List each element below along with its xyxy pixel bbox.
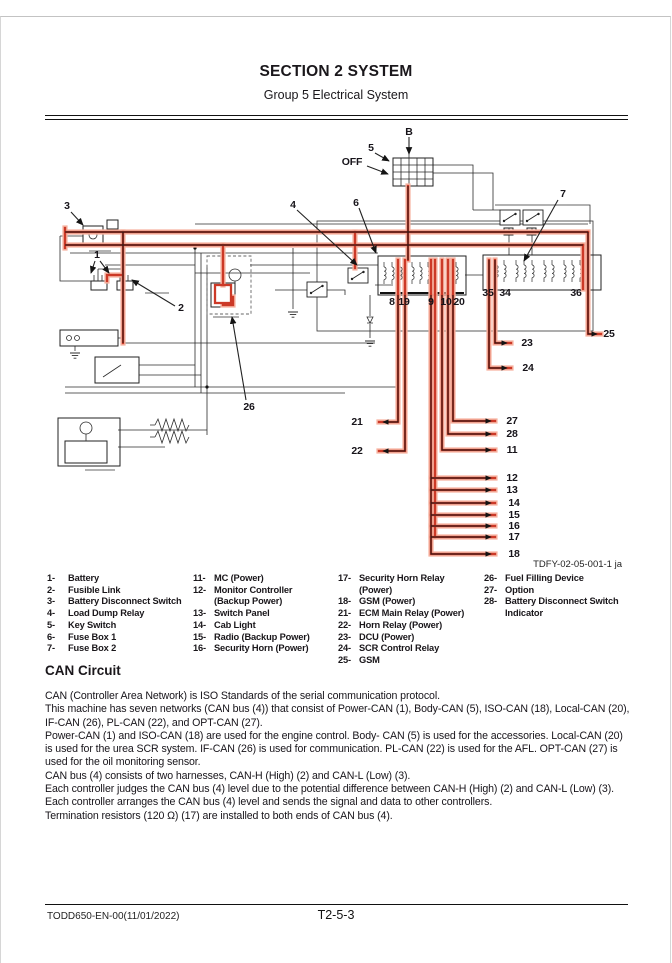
callout-25: 25 [603,328,615,340]
legend-item-number: 16- [193,643,206,654]
legend-item-3 [45,596,191,608]
legend-item-21 [336,608,482,620]
legend-item-label: Radio (Backup Power) [214,631,310,642]
legend-item-label: Battery [68,573,99,583]
legend-item-label: GSM [359,654,380,665]
legend-item-1 [45,573,191,585]
legend-item-label: Fusible Link [68,584,121,595]
legend-item-number: 17- [338,573,351,583]
legend-item-label: Fuse Box 1 [68,631,117,642]
key-switch [393,158,433,186]
legend-item-label: Cab Light [214,619,256,630]
legend-item-label: Monitor Controller (Backup Power) [214,584,293,607]
legend-item-label: Battery Disconnect Switch [68,596,182,607]
legend-item-5 [45,620,191,632]
legend-item-number: 12- [193,584,206,595]
body-paragraph: CAN (Controller Area Network) is ISO Standards of the serial communication protocol. [45,690,440,702]
legend-item-label: Load Dump Relay [68,608,145,619]
callout-12: 12 [506,472,518,484]
legend-item-number: 7- [47,643,55,654]
legend-item-27 [482,585,628,597]
legend-item-12 [191,585,336,608]
wiring-diagram [45,125,630,570]
callout-10: 10 [440,296,452,308]
body-paragraph: This machine has seven networks (CAN bus (4)) that consist of Power-CAN (1), Body-CAN (5), ISO-CAN (18), Local-CAN (20), IF-CAN (26), PL-CAN (22), and OPT-CAN (27). [45,703,630,729]
legend-item-label: GSM (Power) [359,596,416,607]
legend-item-17 [336,573,482,596]
callout-28: 28 [506,428,518,440]
legend-column [191,573,336,667]
legend-item-11 [191,573,336,585]
callout-23: 23 [521,337,533,349]
legend-item-label: DCU (Power) [359,631,415,642]
callout-4: 4 [290,199,296,211]
legend-item-number: 26- [484,573,497,583]
legend-item-label: Key Switch [68,619,117,630]
legend-item-label: Option [505,584,535,595]
legend-column [336,573,482,667]
callout-B: B [405,126,413,138]
legend-item-number: 13- [193,608,206,619]
legend-item-28 [482,596,628,619]
load-dump-relay [348,268,368,283]
legend-item-label: ECM Main Relay (Power) [359,608,465,619]
legend-item-24 [336,643,482,655]
can-circuit-text [45,690,630,823]
callout-17: 17 [508,531,520,543]
legend-item-16 [191,643,336,655]
legend-item-25 [336,655,482,667]
legend-item-label: Battery Disconnect Switch Indicator [505,596,619,619]
page-number: T2-5-3 [317,908,355,922]
component-box [95,357,139,383]
legend-item-number: 11- [193,573,206,583]
components [58,158,601,466]
callout-14: 14 [508,497,520,509]
legend-item-label: Fuel Filling Device [505,573,584,583]
legend-item-number: 6- [47,631,55,642]
component-box [58,418,120,466]
legend-column [482,573,628,667]
callout-26: 26 [243,401,255,413]
body-paragraph: CAN bus (4) consists of two harnesses, CAN-H (High) (2) and CAN-L (Low) (3). [45,769,411,782]
body-paragraph: Termination resistors (120 Ω) (17) are installed to both ends of CAN bus (4). [45,809,393,822]
header-rule [45,115,628,120]
legend-item-label: SCR Control Relay [359,643,440,654]
legend-item-22 [336,620,482,632]
legend-item-label: Security Horn (Power) [214,643,309,654]
callout-24: 24 [522,362,534,374]
legend-item-number: 5- [47,619,55,630]
callout-19: 19 [398,296,410,308]
legend-item-number: 3- [47,596,55,607]
legend-item-23 [336,632,482,644]
legend-item-6 [45,632,191,644]
legend-item-15 [191,632,336,644]
figure-code: TDFY-02-05-001-1 ja [533,559,622,570]
legend-item-number: 2- [47,584,55,595]
footer-rule [45,904,628,905]
callout-3: 3 [64,200,70,212]
doc-code: TODD650-EN-00(11/01/2022) [47,911,180,922]
body-paragraph: Power-CAN (1) and ISO-CAN (18) are used for the engine control. Body- CAN (5) is used for the accessories. Local-CAN (20) is used for the urea SCR system. IF-CAN (26) is used for communication. PL-CAN (22) is used for the AFL. OPT-CAN (27) is used for the oil monitoring sensor. [45,729,623,769]
legend-item-label: Horn Relay (Power) [359,619,443,630]
legend-item-number: 21- [338,608,351,619]
diagram-area [45,125,630,570]
callout-8: 8 [389,296,395,308]
battery-disconnect-switch [83,226,103,244]
callout-9: 9 [428,296,434,308]
relay [523,210,543,225]
group-title: Group 5 Electrical System [263,88,409,102]
legend-item-number: 28- [484,596,497,607]
callout-arrows [71,137,558,400]
callout-16: 16 [508,520,520,532]
callout-18: 18 [508,548,520,560]
legend-item-label: Security Horn Relay (Power) [359,573,445,595]
relay [500,210,520,225]
legend [45,573,628,667]
legend-item-2 [45,585,191,597]
legend-item-4 [45,608,191,620]
legend-item-number: 24- [338,643,351,654]
callout-13: 13 [506,484,518,496]
legend-column [45,573,191,667]
legend-item-number: 18- [338,596,351,607]
legend-item-7 [45,643,191,655]
callout-34: 34 [499,287,511,299]
callout-22: 22 [351,445,363,457]
legend-item-number: 25- [338,654,351,665]
callout-20: 20 [453,296,465,308]
body-paragraph: Each controller judges the CAN bus (4) level due to the potential difference between CAN-H (High) (2) and CAN-L (Low) (3). [45,783,614,796]
callout-2: 2 [178,302,184,314]
component-box [60,330,118,346]
callout-15: 15 [508,509,520,521]
relay [307,282,327,297]
legend-item-number: 23- [338,631,351,642]
legend-item-number: 1- [47,573,55,583]
legend-item-number: 14- [193,619,206,630]
legend-item-18 [336,596,482,608]
legend-item-label: Fuse Box 2 [68,643,117,654]
callout-1: 1 [94,249,100,261]
legend-item-number: 27- [484,584,497,595]
section-title: SECTION 2 SYSTEM [259,63,413,80]
legend-item-label: Switch Panel [214,608,270,619]
legend-item-label: MC (Power) [214,573,264,583]
callout-5: 5 [368,142,374,154]
callout-27: 27 [506,415,518,427]
callout-7: 7 [560,188,566,200]
legend-item-number: 4- [47,608,55,619]
callout-11: 11 [506,444,518,456]
legend-item-number: 15- [193,631,206,642]
legend-item-14 [191,620,336,632]
callout-OFF: OFF [341,156,363,168]
legend-item-13 [191,608,336,620]
can-circuit-heading: CAN Circuit [45,663,121,678]
highlighted-wiring [65,186,601,554]
callout-36: 36 [570,287,582,299]
black-wiring [60,145,593,470]
body-paragraph: Each controller arranges the CAN bus (4) level and sends the signal and data to other controllers. [45,796,493,809]
legend-item-26 [482,573,628,585]
legend-item-number: 22- [338,619,351,630]
callout-21: 21 [351,416,363,428]
callout-6: 6 [353,197,359,209]
callout-35: 35 [482,287,494,299]
